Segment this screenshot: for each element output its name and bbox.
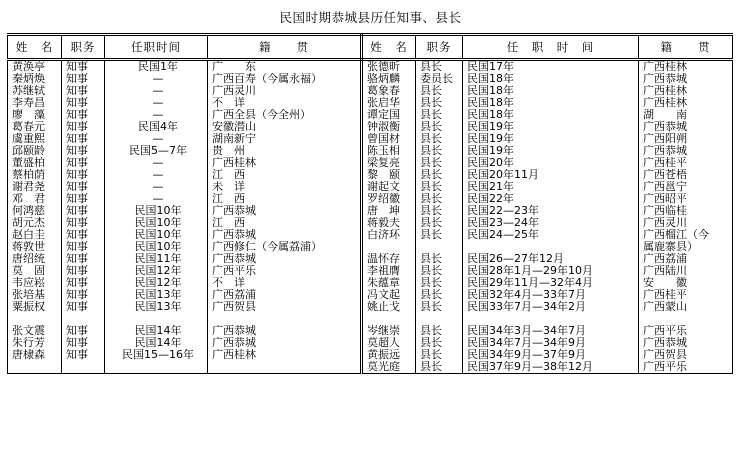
official-position-cell: 知事 bbox=[62, 145, 105, 157]
official-name-cell: 虞重熙 bbox=[8, 133, 62, 145]
official-origin-cell: 江 西 bbox=[208, 193, 362, 205]
official-origin-cell: 安徽潜山 bbox=[208, 121, 362, 133]
official-term-cell: — bbox=[105, 181, 208, 193]
official-position-cell: 知事 bbox=[62, 169, 105, 181]
official-term-cell: 民国22—23年 bbox=[463, 205, 639, 217]
table-row bbox=[8, 60, 733, 74]
official-name-cell: 李寿昌 bbox=[8, 97, 62, 109]
official-name-cell: 黎 颐 bbox=[362, 169, 416, 181]
official-origin-cell: 广西榴江（今 bbox=[639, 229, 733, 241]
official-name-cell: 梁复亮 bbox=[362, 157, 416, 169]
official-term-cell: 民国14年 bbox=[105, 337, 208, 349]
official-name-cell: 董盛柏 bbox=[8, 157, 62, 169]
official-term-cell: 民国33年7月—34年2月 bbox=[463, 301, 639, 313]
official-origin-cell: 广西恭城 bbox=[639, 121, 733, 133]
table-row bbox=[8, 325, 733, 337]
official-name-cell: 韦应崧 bbox=[8, 277, 62, 289]
official-name-cell: 钟淑衡 bbox=[362, 121, 416, 133]
official-position-cell: 县长 bbox=[416, 60, 463, 74]
official-name-cell: 谢起文 bbox=[362, 181, 416, 193]
official-term-cell: 民国18年 bbox=[463, 109, 639, 121]
official-position-cell: 知事 bbox=[62, 193, 105, 205]
official-position-cell bbox=[416, 241, 463, 253]
table-row bbox=[8, 73, 733, 85]
table-row bbox=[8, 109, 733, 121]
official-name-cell: 温怀存 bbox=[362, 253, 416, 265]
official-term-cell bbox=[105, 361, 208, 374]
official-position-cell: 知事 bbox=[62, 337, 105, 349]
official-position-cell: 县长 bbox=[416, 193, 463, 205]
header-term-right: 任 职 时 间 bbox=[463, 35, 639, 60]
official-origin-cell: 广西阳朔 bbox=[639, 133, 733, 145]
official-position-cell: 知事 bbox=[62, 60, 105, 74]
official-name-cell: 曾国材 bbox=[362, 133, 416, 145]
official-name-cell: 葛春元 bbox=[8, 121, 62, 133]
official-origin-cell: 湖 南 bbox=[639, 109, 733, 121]
table-row bbox=[8, 289, 733, 301]
official-name-cell: 姚止戈 bbox=[362, 301, 416, 313]
official-origin-cell: 广西邕宁 bbox=[639, 181, 733, 193]
official-position-cell: 县长 bbox=[416, 157, 463, 169]
table-row bbox=[8, 349, 733, 361]
official-term-cell: — bbox=[105, 193, 208, 205]
official-position-cell: 县长 bbox=[416, 289, 463, 301]
official-name-cell: 张德昕 bbox=[362, 60, 416, 74]
official-name-cell: 蒋毅夫 bbox=[362, 217, 416, 229]
table-row bbox=[8, 181, 733, 193]
official-term-cell: 民国37年9月—38年12月 bbox=[463, 361, 639, 374]
official-name-cell: 葛象春 bbox=[362, 85, 416, 97]
official-origin-cell: 广西桂林 bbox=[639, 97, 733, 109]
official-position-cell: 县长 bbox=[416, 109, 463, 121]
official-name-cell: 廖 藻 bbox=[8, 109, 62, 121]
official-name-cell: 朱蕴章 bbox=[362, 277, 416, 289]
official-term-cell: — bbox=[105, 109, 208, 121]
official-origin-cell: 广西桂林 bbox=[639, 60, 733, 74]
table-row bbox=[8, 85, 733, 97]
official-term-cell: — bbox=[105, 157, 208, 169]
official-name-cell: 张培基 bbox=[8, 289, 62, 301]
official-origin-cell: 广西恭城 bbox=[639, 145, 733, 157]
official-term-cell: 民国12年 bbox=[105, 265, 208, 277]
official-term-cell: 民国4年 bbox=[105, 121, 208, 133]
official-name-cell: 张文震 bbox=[8, 325, 62, 337]
official-position-cell: 县长 bbox=[416, 361, 463, 374]
official-origin-cell: 广西苍梧 bbox=[639, 169, 733, 181]
official-origin-cell: 未 详 bbox=[208, 181, 362, 193]
official-term-cell: — bbox=[105, 85, 208, 97]
official-name-cell: 苏继轼 bbox=[8, 85, 62, 97]
official-position-cell: 知事 bbox=[62, 181, 105, 193]
official-term-cell: 民国15—16年 bbox=[105, 349, 208, 361]
official-term-cell: 民国11年 bbox=[105, 253, 208, 265]
official-position-cell: 县长 bbox=[416, 169, 463, 181]
table-row bbox=[8, 97, 733, 109]
official-name-cell: 莫超人 bbox=[362, 337, 416, 349]
official-name-cell: 谭定国 bbox=[362, 109, 416, 121]
official-origin-cell: 属鹿寨县） bbox=[639, 241, 733, 253]
official-term-cell bbox=[463, 313, 639, 325]
official-position-cell: 县长 bbox=[416, 205, 463, 217]
official-origin-cell: 广西桂林 bbox=[639, 85, 733, 97]
official-term-cell: 民国1年 bbox=[105, 60, 208, 74]
official-position-cell: 县长 bbox=[416, 277, 463, 289]
official-term-cell: — bbox=[105, 73, 208, 85]
official-position-cell: 知事 bbox=[62, 97, 105, 109]
official-position-cell: 知事 bbox=[62, 289, 105, 301]
official-name-cell: 邱颐龄 bbox=[8, 145, 62, 157]
official-origin-cell: 广西桂林 bbox=[208, 349, 362, 361]
official-term-cell: 民国18年 bbox=[463, 73, 639, 85]
official-name-cell bbox=[362, 313, 416, 325]
official-term-cell: 民国29年11月—32年4月 bbox=[463, 277, 639, 289]
header-name-right: 姓 名 bbox=[362, 35, 416, 60]
official-name-cell: 唐 坤 bbox=[362, 205, 416, 217]
official-position-cell: 县长 bbox=[416, 337, 463, 349]
official-origin-cell: 广西百寿（今属永福） bbox=[208, 73, 362, 85]
official-position-cell: 知事 bbox=[62, 265, 105, 277]
official-name-cell: 骆炳麟 bbox=[362, 73, 416, 85]
official-origin-cell: 广西桂平 bbox=[639, 289, 733, 301]
official-position-cell: 县长 bbox=[416, 349, 463, 361]
official-name-cell: 李祖膺 bbox=[362, 265, 416, 277]
official-name-cell: 赵白圭 bbox=[8, 229, 62, 241]
official-origin-cell: 广西灵川 bbox=[208, 85, 362, 97]
official-term-cell: 民国34年3月—34年7月 bbox=[463, 325, 639, 337]
official-position-cell: 知事 bbox=[62, 217, 105, 229]
official-position-cell: 委员长 bbox=[416, 73, 463, 85]
official-position-cell: 县长 bbox=[416, 121, 463, 133]
table-row bbox=[8, 205, 733, 217]
official-term-cell: 民国18年 bbox=[463, 97, 639, 109]
document-title: 民国时期恭城县历任知事、县长 bbox=[279, 10, 462, 25]
table-row bbox=[8, 361, 733, 374]
official-origin-cell: 江 西 bbox=[208, 169, 362, 181]
header-origin-left: 籍 贯 bbox=[208, 35, 362, 60]
official-position-cell: 县长 bbox=[416, 301, 463, 313]
official-origin-cell: 广西恭城 bbox=[208, 205, 362, 217]
official-term-cell: 民国20年11月 bbox=[463, 169, 639, 181]
official-term-cell: 民国23—24年 bbox=[463, 217, 639, 229]
official-origin-cell: 广西恭城 bbox=[208, 229, 362, 241]
official-position-cell: 县长 bbox=[416, 85, 463, 97]
table-row bbox=[8, 265, 733, 277]
official-origin-cell: 湖南新宁 bbox=[208, 133, 362, 145]
official-position-cell: 县长 bbox=[416, 253, 463, 265]
official-origin-cell bbox=[639, 313, 733, 325]
header-origin-right: 籍 贯 bbox=[639, 35, 733, 60]
official-position-cell: 知事 bbox=[62, 277, 105, 289]
official-name-cell bbox=[8, 313, 62, 325]
official-term-cell: 民国10年 bbox=[105, 241, 208, 253]
official-position-cell: 县长 bbox=[416, 229, 463, 241]
table-row bbox=[8, 133, 733, 145]
official-origin-cell: 广西平乐 bbox=[639, 325, 733, 337]
official-origin-cell: 广西全县（今全州） bbox=[208, 109, 362, 121]
official-term-cell: 民国24—25年 bbox=[463, 229, 639, 241]
table-row bbox=[8, 145, 733, 157]
official-position-cell: 县长 bbox=[416, 97, 463, 109]
official-origin-cell: 广西灵川 bbox=[639, 217, 733, 229]
table-row bbox=[8, 301, 733, 313]
official-origin-cell: 广西恭城 bbox=[208, 337, 362, 349]
official-origin-cell: 贵 州 bbox=[208, 145, 362, 157]
official-name-cell: 岑继崇 bbox=[362, 325, 416, 337]
official-origin-cell: 广西临桂 bbox=[639, 205, 733, 217]
official-origin-cell: 广西修仁（今属荔浦） bbox=[208, 241, 362, 253]
official-name-cell: 黄振远 bbox=[362, 349, 416, 361]
official-position-cell: 知事 bbox=[62, 349, 105, 361]
official-origin-cell: 江 西 bbox=[208, 217, 362, 229]
table-row bbox=[8, 169, 733, 181]
official-term-cell: 民国10年 bbox=[105, 205, 208, 217]
official-term-cell: 民国14年 bbox=[105, 325, 208, 337]
table-row bbox=[8, 229, 733, 241]
official-term-cell: 民国28年1月—29年10月 bbox=[463, 265, 639, 277]
official-term-cell: 民国10年 bbox=[105, 217, 208, 229]
official-origin-cell: 广西恭城 bbox=[639, 337, 733, 349]
official-term-cell: 民国19年 bbox=[463, 133, 639, 145]
official-position-cell: 知事 bbox=[62, 241, 105, 253]
official-name-cell: 唐绍统 bbox=[8, 253, 62, 265]
official-origin-cell bbox=[208, 313, 362, 325]
official-position-cell: 知事 bbox=[62, 301, 105, 313]
table-row bbox=[8, 157, 733, 169]
official-origin-cell: 广西昭平 bbox=[639, 193, 733, 205]
official-origin-cell: 广西贺县 bbox=[639, 349, 733, 361]
official-position-cell: 知事 bbox=[62, 85, 105, 97]
header-term-left: 任职时间 bbox=[105, 35, 208, 60]
official-position-cell: 县长 bbox=[416, 145, 463, 157]
official-position-cell: 知事 bbox=[62, 229, 105, 241]
official-origin-cell: 广 东 bbox=[208, 60, 362, 74]
official-position-cell: 县长 bbox=[416, 325, 463, 337]
official-term-cell: 民国21年 bbox=[463, 181, 639, 193]
table-row bbox=[8, 277, 733, 289]
official-term-cell: 民国12年 bbox=[105, 277, 208, 289]
official-origin-cell: 广西荔浦 bbox=[639, 253, 733, 265]
official-term-cell: 民国32年4月—33年7月 bbox=[463, 289, 639, 301]
official-name-cell: 蒋敦世 bbox=[8, 241, 62, 253]
official-position-cell: 知事 bbox=[62, 133, 105, 145]
official-position-cell: 县长 bbox=[416, 181, 463, 193]
official-origin-cell: 广西桂林 bbox=[208, 157, 362, 169]
official-term-cell: 民国22年 bbox=[463, 193, 639, 205]
official-position-cell: 知事 bbox=[62, 205, 105, 217]
official-position-cell: 县长 bbox=[416, 217, 463, 229]
table-row bbox=[8, 337, 733, 349]
official-term-cell: 民国18年 bbox=[463, 85, 639, 97]
official-name-cell: 黄涣亭 bbox=[8, 60, 62, 74]
official-name-cell: 邓 君 bbox=[8, 193, 62, 205]
official-term-cell: 民国34年9月—37年9月 bbox=[463, 349, 639, 361]
official-position-cell: 知事 bbox=[62, 109, 105, 121]
official-name-cell: 冯文起 bbox=[362, 289, 416, 301]
official-term-cell bbox=[463, 241, 639, 253]
table-row bbox=[8, 193, 733, 205]
official-name-cell: 陈玉相 bbox=[362, 145, 416, 157]
official-name-cell bbox=[362, 241, 416, 253]
official-name-cell: 朱行芳 bbox=[8, 337, 62, 349]
official-term-cell: — bbox=[105, 169, 208, 181]
official-name-cell: 罗绍徽 bbox=[362, 193, 416, 205]
table-body bbox=[8, 60, 733, 374]
official-position-cell: 知事 bbox=[62, 325, 105, 337]
official-origin-cell: 广西荔浦 bbox=[208, 289, 362, 301]
header-name-left: 姓 名 bbox=[8, 35, 62, 60]
official-origin-cell: 广西平乐 bbox=[208, 265, 362, 277]
official-term-cell: 民国34年7月—34年9月 bbox=[463, 337, 639, 349]
table-row bbox=[8, 241, 733, 253]
official-position-cell bbox=[62, 361, 105, 374]
official-origin-cell: 不 详 bbox=[208, 97, 362, 109]
official-origin-cell: 广西平乐 bbox=[639, 361, 733, 374]
official-name-cell: 秦炳焕 bbox=[8, 73, 62, 85]
official-position-cell bbox=[62, 313, 105, 325]
header-position-right: 职务 bbox=[416, 35, 463, 60]
official-name-cell: 白济环 bbox=[362, 229, 416, 241]
official-origin-cell: 不 详 bbox=[208, 277, 362, 289]
official-origin-cell: 广西蒙山 bbox=[639, 301, 733, 313]
official-origin-cell: 安 徽 bbox=[639, 277, 733, 289]
official-name-cell: 粟振权 bbox=[8, 301, 62, 313]
official-name-cell: 莫光庭 bbox=[362, 361, 416, 374]
table-row bbox=[8, 121, 733, 133]
official-position-cell bbox=[416, 313, 463, 325]
official-term-cell: 民国13年 bbox=[105, 289, 208, 301]
official-position-cell: 知事 bbox=[62, 157, 105, 169]
official-position-cell: 县长 bbox=[416, 133, 463, 145]
official-position-cell: 县长 bbox=[416, 265, 463, 277]
official-origin-cell: 广西恭城 bbox=[639, 73, 733, 85]
official-term-cell: 民国13年 bbox=[105, 301, 208, 313]
table-row bbox=[8, 313, 733, 325]
table-header-row bbox=[8, 35, 733, 60]
table-row bbox=[8, 253, 733, 265]
officials-table bbox=[7, 33, 733, 374]
official-position-cell: 知事 bbox=[62, 253, 105, 265]
official-position-cell: 知事 bbox=[62, 121, 105, 133]
official-name-cell: 蔡柏荫 bbox=[8, 169, 62, 181]
official-term-cell: 民国10年 bbox=[105, 229, 208, 241]
table-row bbox=[8, 217, 733, 229]
header-position-left: 职务 bbox=[62, 35, 105, 60]
official-name-cell bbox=[8, 361, 62, 374]
official-term-cell: 民国19年 bbox=[463, 145, 639, 157]
official-name-cell: 胡元杰 bbox=[8, 217, 62, 229]
official-name-cell: 谢君尧 bbox=[8, 181, 62, 193]
official-name-cell: 张启华 bbox=[362, 97, 416, 109]
official-term-cell: 民国19年 bbox=[463, 121, 639, 133]
official-name-cell: 莫 固 bbox=[8, 265, 62, 277]
official-position-cell: 知事 bbox=[62, 73, 105, 85]
official-term-cell bbox=[105, 313, 208, 325]
official-origin-cell bbox=[208, 361, 362, 374]
official-origin-cell: 广西恭城 bbox=[208, 253, 362, 265]
official-term-cell: — bbox=[105, 133, 208, 145]
official-term-cell: 民国26—27年12月 bbox=[463, 253, 639, 265]
official-origin-cell: 广西桂平 bbox=[639, 157, 733, 169]
official-term-cell: — bbox=[105, 97, 208, 109]
official-term-cell: 民国20年 bbox=[463, 157, 639, 169]
official-name-cell: 唐棣森 bbox=[8, 349, 62, 361]
official-origin-cell: 广西恭城 bbox=[208, 325, 362, 337]
official-name-cell: 何鸿慈 bbox=[8, 205, 62, 217]
official-origin-cell: 广西贺县 bbox=[208, 301, 362, 313]
official-term-cell: 民国17年 bbox=[463, 60, 639, 74]
official-origin-cell: 广西陆川 bbox=[639, 265, 733, 277]
official-term-cell: 民国5—7年 bbox=[105, 145, 208, 157]
